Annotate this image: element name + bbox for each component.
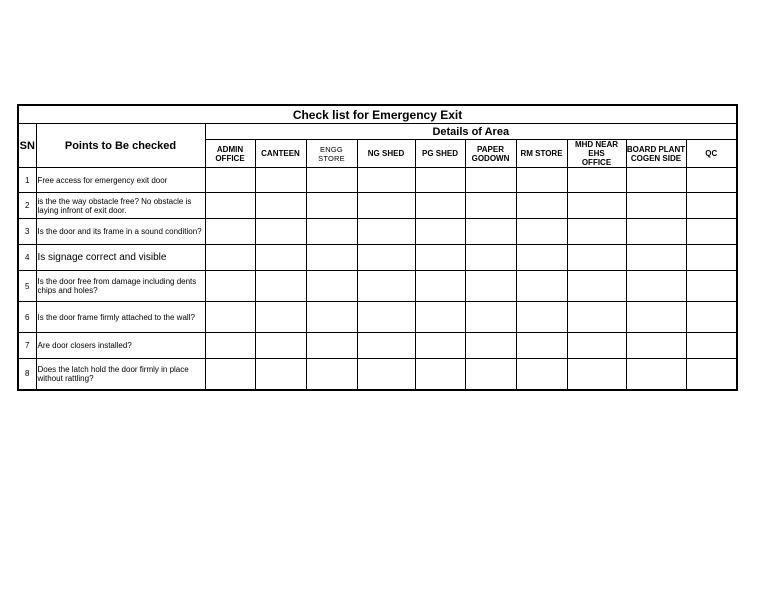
check-cell[interactable] bbox=[357, 168, 415, 193]
area-header-rm-store[interactable] bbox=[516, 140, 567, 168]
check-cell[interactable] bbox=[567, 168, 626, 193]
row-sn[interactable]: 2 bbox=[18, 193, 36, 219]
check-cell[interactable] bbox=[306, 168, 357, 193]
check-cell[interactable] bbox=[415, 168, 465, 193]
check-cell[interactable] bbox=[567, 245, 626, 271]
check-cell[interactable] bbox=[686, 302, 737, 333]
check-cell[interactable] bbox=[686, 359, 737, 390]
check-cell[interactable] bbox=[686, 193, 737, 219]
check-cell[interactable] bbox=[306, 245, 357, 271]
sheet-title[interactable]: Check list for Emergency Exit bbox=[18, 105, 737, 124]
check-cell[interactable] bbox=[516, 245, 567, 271]
table-row bbox=[18, 271, 737, 302]
check-cell[interactable] bbox=[567, 359, 626, 390]
check-cell[interactable] bbox=[516, 333, 567, 359]
check-cell[interactable] bbox=[626, 168, 686, 193]
area-label: NG SHED bbox=[367, 149, 405, 158]
table-row bbox=[18, 333, 737, 359]
check-cell[interactable] bbox=[516, 359, 567, 390]
check-cell[interactable] bbox=[516, 219, 567, 245]
area-header-paper-godown[interactable] bbox=[465, 140, 516, 168]
check-cell[interactable] bbox=[465, 333, 516, 359]
area-label: CANTEEN bbox=[261, 149, 300, 158]
row-point[interactable]: is the the way obstacle free? No obstacle is laying infront of exit door. bbox=[36, 193, 205, 219]
row-point[interactable]: Are door closers installed? bbox=[36, 333, 205, 359]
check-cell[interactable] bbox=[415, 359, 465, 390]
row-point[interactable]: Does the latch hold the door firmly in place without rattling? bbox=[36, 359, 205, 390]
checklist-table bbox=[17, 104, 738, 391]
area-header-qc[interactable] bbox=[686, 140, 737, 168]
area-label: PAPER GODOWN bbox=[471, 144, 510, 163]
check-cell[interactable] bbox=[306, 219, 357, 245]
check-cell[interactable] bbox=[516, 302, 567, 333]
check-cell[interactable] bbox=[255, 245, 306, 271]
check-cell[interactable] bbox=[205, 333, 255, 359]
table-row bbox=[18, 219, 737, 245]
details-of-area-header[interactable]: Details of Area bbox=[205, 124, 737, 140]
check-cell[interactable] bbox=[686, 219, 737, 245]
check-cell[interactable] bbox=[686, 333, 737, 359]
area-label: BOARD PLANT COGEN SIDE bbox=[626, 144, 686, 163]
check-cell[interactable] bbox=[205, 168, 255, 193]
row-sn[interactable]: 1 bbox=[18, 168, 36, 193]
points-header[interactable]: Points to Be checked bbox=[36, 124, 205, 168]
check-cell[interactable] bbox=[465, 359, 516, 390]
check-cell[interactable] bbox=[306, 302, 357, 333]
check-cell[interactable] bbox=[306, 271, 357, 302]
check-cell[interactable] bbox=[516, 168, 567, 193]
check-cell[interactable] bbox=[357, 219, 415, 245]
check-cell[interactable] bbox=[567, 193, 626, 219]
check-cell[interactable] bbox=[626, 333, 686, 359]
check-cell[interactable] bbox=[205, 302, 255, 333]
check-cell[interactable] bbox=[516, 193, 567, 219]
area-label: ENGG STORE bbox=[318, 144, 345, 163]
area-label: MHD NEAR EHS OFFICE bbox=[574, 140, 619, 167]
check-cell[interactable] bbox=[415, 245, 465, 271]
check-cell[interactable] bbox=[357, 271, 415, 302]
row-point[interactable]: Is the door free from damage including dents chips and holes? bbox=[36, 271, 205, 302]
check-cell[interactable] bbox=[626, 245, 686, 271]
check-cell[interactable] bbox=[357, 193, 415, 219]
check-cell[interactable] bbox=[357, 359, 415, 390]
check-cell[interactable] bbox=[626, 302, 686, 333]
table-row bbox=[18, 245, 737, 271]
check-cell[interactable] bbox=[465, 193, 516, 219]
check-cell[interactable] bbox=[357, 245, 415, 271]
row-point[interactable]: Is the door frame firmly attached to the wall? bbox=[36, 302, 205, 333]
check-cell[interactable] bbox=[205, 193, 255, 219]
table-row bbox=[18, 302, 737, 333]
check-cell[interactable] bbox=[255, 193, 306, 219]
check-cell[interactable] bbox=[205, 271, 255, 302]
check-cell[interactable] bbox=[415, 333, 465, 359]
checklist-rows bbox=[18, 168, 737, 390]
check-cell[interactable] bbox=[357, 302, 415, 333]
check-cell[interactable] bbox=[415, 302, 465, 333]
check-cell[interactable] bbox=[255, 271, 306, 302]
check-cell[interactable] bbox=[626, 359, 686, 390]
check-cell[interactable] bbox=[465, 245, 516, 271]
check-cell[interactable] bbox=[255, 359, 306, 390]
check-cell[interactable] bbox=[255, 302, 306, 333]
row-sn[interactable]: 6 bbox=[18, 302, 36, 333]
check-cell[interactable] bbox=[465, 302, 516, 333]
check-cell[interactable] bbox=[567, 271, 626, 302]
area-label: RM STORE bbox=[520, 149, 563, 158]
check-cell[interactable] bbox=[465, 168, 516, 193]
area-label: QC bbox=[705, 149, 718, 158]
check-cell[interactable] bbox=[567, 333, 626, 359]
check-cell[interactable] bbox=[567, 302, 626, 333]
check-cell[interactable] bbox=[306, 333, 357, 359]
row-sn[interactable]: 3 bbox=[18, 219, 36, 245]
check-cell[interactable] bbox=[686, 271, 737, 302]
area-header-mhd-near-ehs-office[interactable] bbox=[567, 140, 626, 168]
row-point[interactable]: Is the door and its frame in a sound condition? bbox=[36, 219, 205, 245]
check-cell[interactable] bbox=[306, 359, 357, 390]
check-cell[interactable] bbox=[415, 219, 465, 245]
check-cell[interactable] bbox=[205, 245, 255, 271]
row-sn[interactable]: 7 bbox=[18, 333, 36, 359]
row-point[interactable]: Is signage correct and visible bbox=[36, 245, 205, 271]
check-cell[interactable] bbox=[415, 193, 465, 219]
check-cell[interactable] bbox=[255, 333, 306, 359]
check-cell[interactable] bbox=[567, 219, 626, 245]
check-cell[interactable] bbox=[306, 193, 357, 219]
area-label: ADMIN OFFICE bbox=[215, 144, 245, 163]
check-cell[interactable] bbox=[686, 168, 737, 193]
row-sn[interactable]: 4 bbox=[18, 245, 36, 271]
check-cell[interactable] bbox=[465, 271, 516, 302]
check-cell[interactable] bbox=[626, 271, 686, 302]
checklist-sheet bbox=[17, 104, 737, 391]
check-cell[interactable] bbox=[516, 271, 567, 302]
sn-header[interactable]: SN bbox=[18, 124, 36, 168]
area-header-canteen[interactable] bbox=[255, 140, 306, 168]
table-row bbox=[18, 168, 737, 193]
area-label: PG SHED bbox=[421, 149, 458, 158]
area-header-admin-office[interactable] bbox=[205, 140, 255, 168]
check-cell[interactable] bbox=[686, 245, 737, 271]
check-cell[interactable] bbox=[205, 359, 255, 390]
check-cell[interactable] bbox=[465, 219, 516, 245]
check-cell[interactable] bbox=[205, 219, 255, 245]
row-sn[interactable]: 5 bbox=[18, 271, 36, 302]
row-point[interactable]: Free access for emergency exit door bbox=[36, 168, 205, 193]
area-header-engg-store[interactable] bbox=[306, 140, 357, 168]
check-cell[interactable] bbox=[626, 219, 686, 245]
check-cell[interactable] bbox=[255, 219, 306, 245]
area-header-board-plant-cogen-side[interactable] bbox=[626, 140, 686, 168]
check-cell[interactable] bbox=[255, 168, 306, 193]
table-row bbox=[18, 193, 737, 219]
area-header-ng-shed[interactable] bbox=[357, 140, 415, 168]
row-sn[interactable]: 8 bbox=[18, 359, 36, 390]
area-header-pg-shed[interactable] bbox=[415, 140, 465, 168]
check-cell[interactable] bbox=[415, 271, 465, 302]
check-cell[interactable] bbox=[626, 193, 686, 219]
table-row bbox=[18, 359, 737, 390]
check-cell[interactable] bbox=[357, 333, 415, 359]
